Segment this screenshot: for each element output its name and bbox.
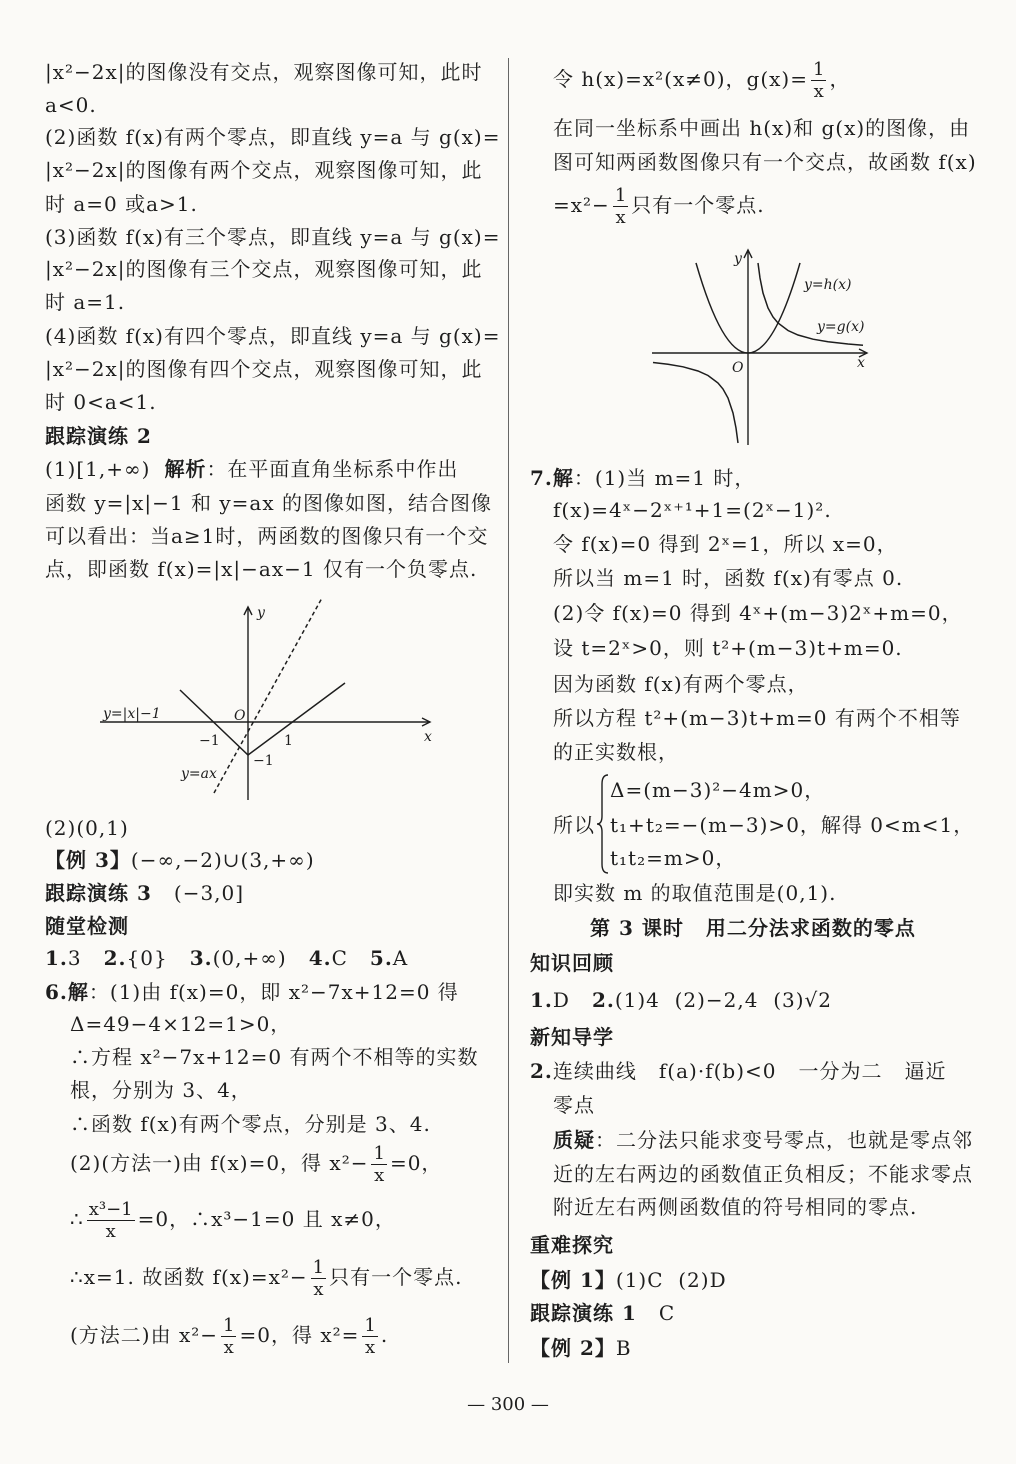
section-heading-new-knowledge: 新知导学 (530, 1025, 614, 1049)
text-line: 图可知两函数图像只有一个交点，故函数 f(x) (553, 150, 977, 174)
x-tick-neg1: −1 (199, 733, 220, 749)
system-equation-2: t₁+t₂=−(m−3)>0， (610, 813, 821, 837)
curve-label: y=|x|−1 (103, 706, 161, 722)
review-answers-line (530, 988, 832, 1012)
new-knowledge-line (530, 1059, 946, 1083)
text-line: 根，分别为 3、4， (70, 1078, 252, 1102)
question-line (553, 1128, 973, 1152)
question-tag: 质疑 (553, 1128, 595, 1152)
text-line: 所以当 m=1 时，函数 f(x)有零点 0. (553, 566, 904, 590)
blank-answer: f(a)·f(b)<0 (658, 1059, 777, 1083)
y-axis-label: y (257, 605, 265, 621)
fraction (221, 1315, 236, 1358)
x-axis-label: x (857, 355, 865, 371)
text-line: 设 t=2ˣ>0，则 t²+(m−3)t+m=0. (553, 636, 903, 660)
system-equation-3: t₁t₂=m>0， (610, 846, 737, 870)
answer-value: C (331, 946, 348, 970)
formula-text: ， (829, 67, 851, 91)
x-axis-label: x (424, 729, 432, 745)
lesson-title (590, 916, 916, 940)
lesson-number: 第 3 课时 (590, 916, 684, 940)
fraction-numerator: x³−1 (88, 1199, 133, 1220)
section-heading-review: 知识回顾 (530, 951, 614, 975)
text-line: |x²−2x|的图像没有交点，观察图像可知，此时 (45, 60, 483, 84)
text-line: Δ=49−4×12=1>0， (70, 1012, 292, 1036)
text-line: (4)函数 f(x)有四个零点，即直线 y=a 与 g(x)= (45, 324, 501, 348)
text-line: 即实数 m 的取值范围是(0,1). (553, 881, 837, 905)
analysis-text: ：在平面直角坐标系中作出 (206, 457, 459, 481)
question-6-label: 6.解 (45, 980, 89, 1004)
formula-text: 只有一个零点. (329, 1265, 463, 1289)
formula-text: . (380, 1323, 389, 1347)
fraction-numerator: 1 (813, 59, 825, 80)
answer-value: {0} (126, 946, 168, 970)
system-result: 解得 0<m<1， (820, 813, 975, 837)
text-line: 近的左右两边的函数值正负相反；不能求零点 (553, 1162, 973, 1186)
example-1-answer: (1)C (2)D (615, 1268, 727, 1292)
fraction-denominator: x (313, 1279, 324, 1300)
page-number: — 300 — (467, 1394, 549, 1415)
fraction-numerator: 1 (364, 1315, 376, 1336)
formula-text: =0，∴x³−1=0 且 x≠0， (137, 1207, 396, 1231)
blank-answer: 一分为二 (798, 1059, 883, 1083)
system-prefix: 所以 (553, 813, 595, 837)
fraction (613, 185, 628, 228)
answer-value: 3 (67, 946, 82, 970)
example-1-line (530, 1268, 727, 1292)
text-line: f(x)=4ˣ−2ˣ⁺¹+1=(2ˣ−1)². (553, 498, 832, 522)
y-axis-label: y (734, 251, 742, 267)
text-line: ∴函数 f(x)有两个零点，分别是 3、4. (70, 1112, 431, 1136)
formula-text: 只有一个零点. (631, 193, 765, 217)
formula-line (553, 185, 765, 228)
answer-value: D (552, 988, 570, 1012)
practice-3-answer: (−3,0] (173, 881, 245, 905)
formula-line (553, 59, 850, 102)
system-brace (597, 774, 609, 874)
question-text: ：二分法只能求变号零点，也就是零点邻 (595, 1128, 973, 1152)
practice-3-tag: 跟踪演练 3 (45, 881, 152, 905)
system-equation-2-line (610, 813, 974, 837)
example-2-tag: 【例 2】 (530, 1336, 616, 1360)
text-line: (3)函数 f(x)有三个零点，即直线 y=a 与 g(x)= (45, 225, 501, 249)
formula-text: (2)(方法一)由 f(x)=0，得 x²− (70, 1151, 369, 1175)
answer-number: 1. (45, 946, 68, 970)
column-divider (508, 58, 509, 1363)
section-heading-explore: 重难探究 (530, 1233, 614, 1257)
formula-line (70, 1199, 396, 1242)
formula-text: =0，得 x²= (239, 1323, 360, 1347)
text-line: 在同一坐标系中画出 h(x)和 g(x)的图像，由 (553, 116, 971, 140)
text-line: ∴方程 x²−7x+12=0 有两个不相等的实数 (70, 1045, 479, 1069)
practice-3-line (45, 881, 244, 905)
formula-text: =x²− (553, 193, 610, 217)
text-line: 时 a=0 或a>1. (45, 192, 198, 216)
fraction (811, 59, 826, 102)
text-line: 的正实数根， (553, 740, 679, 764)
text-line: (2)令 f(x)=0 得到 4ˣ+(m−3)2ˣ+m=0， (553, 601, 963, 625)
practice-2-answer: (1)[1,+∞) (45, 457, 151, 481)
blank-answer-continued: 零点 (553, 1093, 595, 1117)
answer-number: 4. (308, 946, 332, 970)
blank-answer: 连续曲线 (552, 1059, 637, 1083)
question-6-line (45, 980, 459, 1004)
text-line: (2)函数 f(x)有两个零点，即直线 y=a 与 g(x)= (45, 125, 501, 149)
answer-number: 2. (103, 946, 127, 970)
formula-text: =0， (389, 1151, 443, 1175)
formula-line (70, 1315, 388, 1358)
y-tick-neg1: −1 (253, 753, 274, 769)
origin-label: O (234, 708, 246, 724)
answer-value: A (392, 946, 409, 970)
question-7-label: 7.解 (530, 466, 574, 490)
example-3-line (45, 848, 315, 872)
line-label: y=ax (181, 766, 217, 782)
lesson-topic: 用二分法求函数的零点 (705, 916, 916, 940)
analysis-tag: 解析 (164, 457, 207, 481)
formula-text: ∴x=1. 故函数 f(x)=x²− (70, 1265, 308, 1289)
text-line: 函数 y=|x|−1 和 y=ax 的图像如图，结合图像 (45, 491, 492, 515)
graph-abs-and-linear (95, 595, 445, 805)
fraction-numerator: 1 (373, 1143, 385, 1164)
h-curve-label: y=h(x) (804, 277, 852, 293)
text-line: 时 0<a<1. (45, 390, 157, 414)
text-line: 因为函数 f(x)有两个零点， (553, 672, 809, 696)
fraction-numerator: 1 (223, 1315, 235, 1336)
formula-line (70, 1143, 442, 1186)
answer-value: (0,+∞) (212, 946, 287, 970)
example-2-line (530, 1336, 632, 1360)
fraction (87, 1199, 135, 1242)
fraction (311, 1257, 326, 1300)
answer-number: 2. (591, 988, 615, 1012)
text-line: |x²−2x|的图像有四个交点，观察图像可知，此 (45, 357, 483, 381)
fraction-denominator: x (374, 1165, 385, 1186)
formula-text: 令 h(x)=x²(x≠0)，g(x)= (553, 67, 808, 91)
blank-answer: 逼近 (904, 1059, 947, 1083)
g-curve-label: y=g(x) (817, 319, 865, 335)
text-line: 所以方程 t²+(m−3)t+m=0 有两个不相等 (553, 706, 961, 730)
brace-path (597, 775, 608, 873)
fraction (371, 1143, 386, 1186)
example-3-answer: (−∞,−2)∪(3,+∞) (130, 848, 315, 872)
text-line: 时 a=1. (45, 290, 126, 314)
text-line: a<0. (45, 93, 97, 117)
fraction-denominator: x (223, 1337, 234, 1358)
practice-1-tag: 跟踪演练 1 (530, 1301, 637, 1325)
practice-1-answer: C (658, 1301, 676, 1325)
practice-2-answer-line (45, 457, 458, 481)
formula-text: (方法二)由 x²− (70, 1323, 219, 1347)
fraction-numerator: 1 (312, 1257, 325, 1278)
answer-number: 1. (530, 988, 553, 1012)
answer-value: (1)4 (2)−2,4 (3)√2 (614, 988, 833, 1012)
text-line: 令 f(x)=0 得到 2ˣ=1，所以 x=0， (553, 532, 898, 556)
question-6-text: ：(1)由 f(x)=0，即 x²−7x+12=0 得 (88, 980, 459, 1004)
fraction-denominator: x (813, 81, 824, 102)
answer-number: 2. (530, 1059, 553, 1083)
formula-text: ∴ (70, 1207, 84, 1231)
fraction-denominator: x (365, 1337, 376, 1358)
text-line: (2)(0,1) (45, 816, 129, 840)
graph-h-and-g (645, 245, 875, 455)
fraction-denominator: x (615, 207, 626, 228)
question-7-line (530, 466, 755, 490)
practice-1-line (530, 1301, 675, 1325)
example-2-answer: B (615, 1336, 632, 1360)
section-heading-practice-2: 跟踪演练 2 (45, 424, 152, 448)
section-heading-quiz: 随堂检测 (45, 914, 129, 938)
text-line: 附近左右两侧函数值的符号相同的零点. (553, 1195, 918, 1219)
origin-label: O (732, 360, 744, 376)
x-tick-1: 1 (284, 733, 293, 749)
fraction-denominator: x (105, 1221, 116, 1242)
text-line: |x²−2x|的图像有三个交点，观察图像可知，此 (45, 257, 483, 281)
answer-number: 5. (369, 946, 393, 970)
formula-line (70, 1257, 462, 1300)
fraction (362, 1315, 377, 1358)
quiz-answers-line (45, 946, 408, 970)
curve-g-left-branch (653, 363, 738, 444)
question-7-text: ：(1)当 m=1 时， (573, 466, 756, 490)
fraction-numerator: 1 (614, 185, 627, 206)
text-line: 点，即函数 f(x)=|x|−ax−1 仅有一个负零点. (45, 557, 478, 581)
system-equation-1: Δ=(m−3)²−4m>0， (610, 778, 826, 802)
answer-number: 3. (189, 946, 213, 970)
example-1-tag: 【例 1】 (530, 1268, 616, 1292)
text-line: |x²−2x|的图像有两个交点，观察图像可知，此 (45, 158, 483, 182)
example-3-tag: 【例 3】 (45, 848, 131, 872)
text-line: 可以看出：当a≥1时，两函数的图像只有一个交 (45, 524, 489, 548)
